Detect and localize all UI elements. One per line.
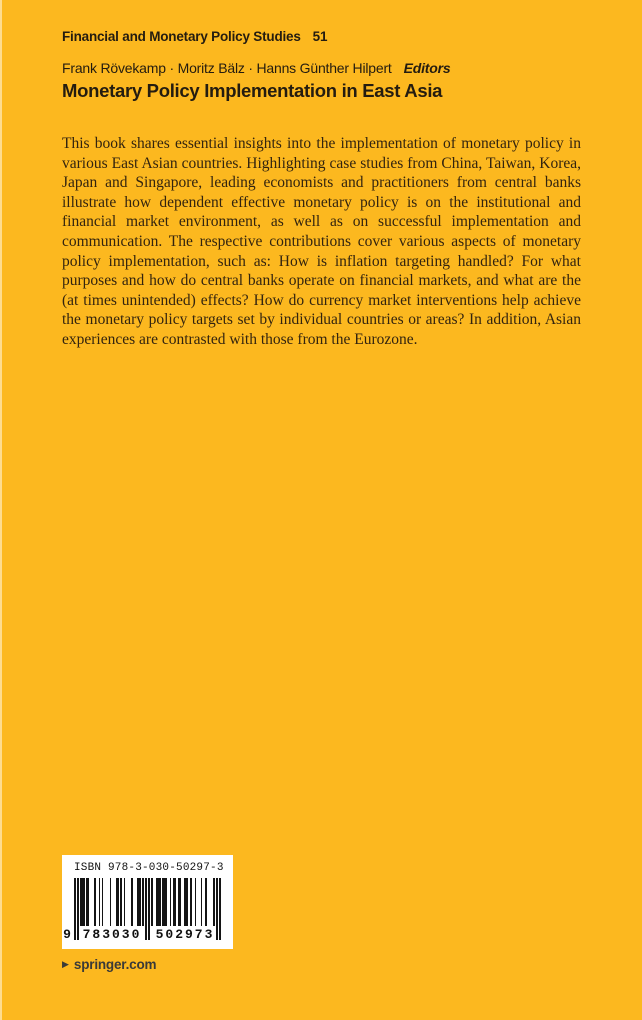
isbn-barcode-box [62, 855, 233, 949]
publisher-footer [62, 957, 156, 972]
authors-names: Frank Rövekamp · Moritz Bälz · Hanns Günther Hilpert [62, 60, 392, 76]
ean-digits-left: 783030 [79, 928, 143, 942]
ean-barcode [63, 878, 221, 942]
series-number: 51 [312, 29, 328, 44]
left-edge-highlight [0, 0, 2, 1020]
arrow-icon: ▶ [62, 959, 69, 969]
book-title: Monetary Policy Implementation in East Asia [62, 80, 443, 101]
book-blurb: This book shares essential insights into the implementation of monetary policy in various East Asian countries. Highlighting case studies from China, Taiwan, Korea, Japan and Singapore, leading economists and practitioners from central banks illustrate how dependent effective monetary policy is on the institutional and financial market environment, as well as on successful implementation and communication. The respective contributions cover various aspects of monetary policy implementation, such as: How is inflation targeting handled? For what purposes and how do central banks operate on financial markets, and what are the (at times unintended) effects? How do currency market interventions help achieve the monetary policy targets set by individual countries or areas? In addition, Asian experiences are contrasted with those from the Eurozone. [62, 135, 581, 348]
isbn-label: ISBN 978-3-030-50297-3 [74, 862, 224, 874]
series-line [62, 29, 327, 44]
authors-line [62, 60, 450, 76]
publisher-url: springer.com [73, 957, 157, 972]
series-title: Financial and Monetary Policy Studies [62, 29, 301, 44]
editors-label: Editors [403, 60, 451, 76]
ean-digit-leading: 9 [63, 927, 71, 942]
ean-digits-right: 502973 [152, 928, 216, 942]
